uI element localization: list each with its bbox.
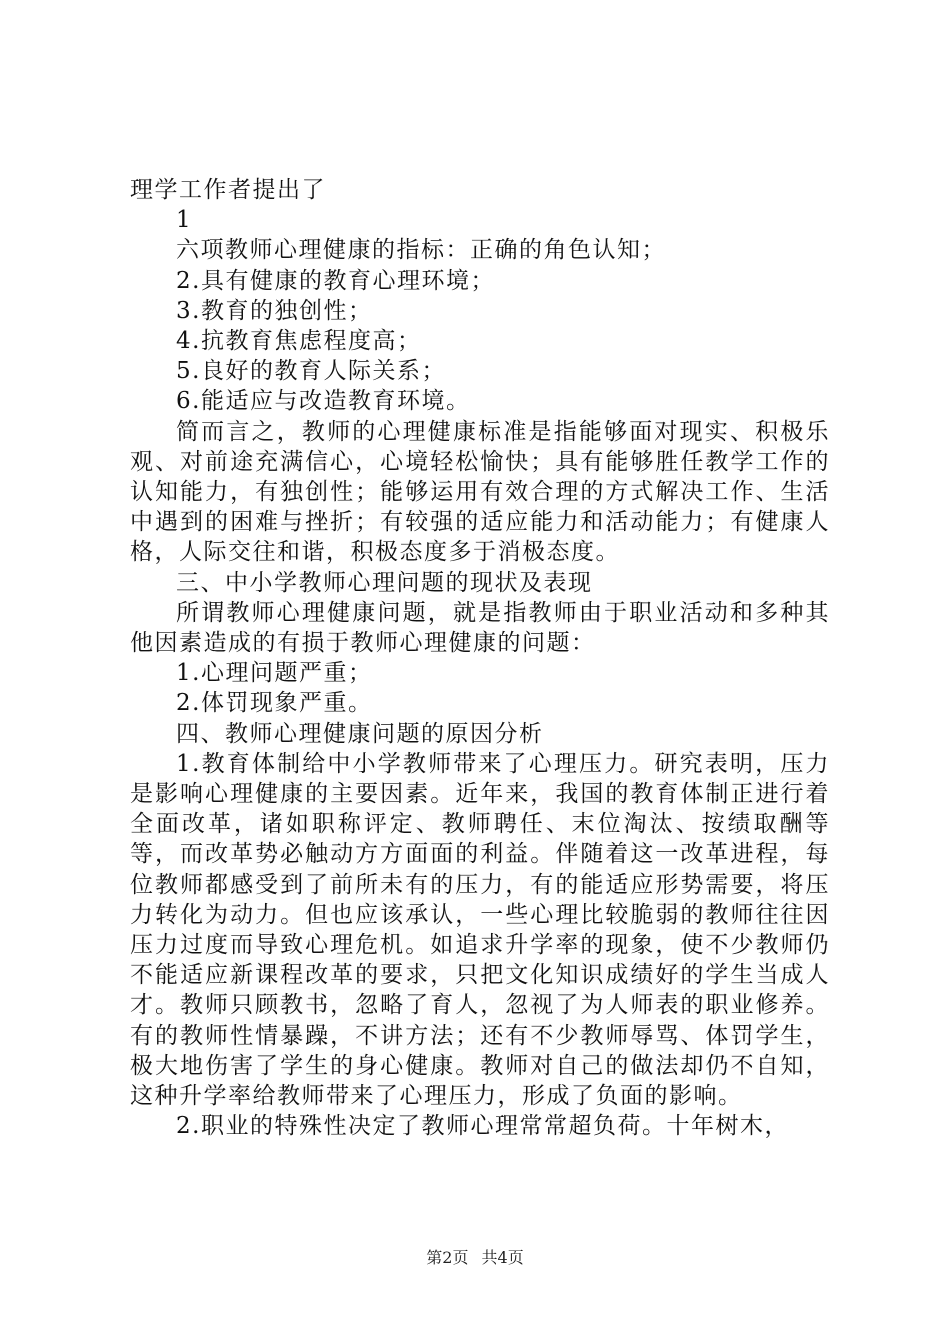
document-body — [130, 175, 830, 1142]
paragraph: 所谓教师心理健康问题，就是指教师由于职业活动和多种其他因素造成的有损于教师心理健康的问题： — [130, 599, 830, 657]
paragraph: 2.职业的特殊性决定了教师心理常常超负荷。十年树木， — [176, 1113, 789, 1140]
paragraph: 2.具有健康的教育心理环境； — [176, 267, 495, 294]
paragraph: 六项教师心理健康的指标：正确的角色认知； — [176, 237, 666, 264]
page-total: 共4页 — [481, 1248, 524, 1267]
paragraph: 6.能适应与改造教育环境。 — [176, 388, 471, 415]
paragraph: 1 — [176, 207, 193, 234]
paragraph: 1.心理问题严重； — [176, 660, 373, 687]
paragraph: 2.体罚现象严重。 — [176, 690, 373, 717]
page-footer — [0, 1245, 950, 1268]
paragraph: 简而言之，教师的心理健康标准是指能够面对现实、积极乐观、对前途充满信心，心境轻松愉快；具有能够胜任教学工作的认知能力，有独创性；能够运用有效合理的方式解决工作、生活中遇到的困难与挫折；有较强的适应能力和活动能力；有健康人格，人际交往和谐，积极态度多于消极态度。 — [130, 418, 830, 566]
paragraph: 四、教师心理健康问题的原因分析 — [176, 720, 544, 747]
paragraph: 1.教育体制给中小学教师带来了心理压力。研究表明，压力是影响心理健康的主要因素。近年来，我国的教育体制正进行着全面改革，诸如职称评定、教师聘任、末位淘汰、按绩取酬等等，而改革势必触动方方面面的利益。伴随着这一改革进程，每位教师都感受到了前所未有的压力，有的能适应形势需要，将压力转化为动力。但也应该承认，一些心理比较脆弱的教师往往因压力过度而导致心理危机。如追求升学率的现象，使不少教师仍不能适应新课程改革的要求，只把文化知识成绩好的学生当成人才。教师只顾教书，忽略了育人，忽视了为人师表的职业修养。有的教师性情暴躁，不讲方法；还有不少教师辱骂、体罚学生，极大地伤害了学生的身心健康。教师对自己的做法却仍不自知，这种升学率给教师带来了心理压力，形成了负面的影响。 — [130, 750, 830, 1110]
page-number: 第2页 — [426, 1248, 469, 1267]
paragraph: 5.良好的教育人际关系； — [176, 358, 446, 385]
paragraph: 4.抗教育焦虑程度高； — [176, 328, 422, 355]
paragraph: 理学工作者提出了 — [130, 177, 326, 203]
paragraph: 3.教育的独创性； — [176, 297, 373, 324]
paragraph: 三、中小学教师心理问题的现状及表现 — [176, 569, 593, 596]
